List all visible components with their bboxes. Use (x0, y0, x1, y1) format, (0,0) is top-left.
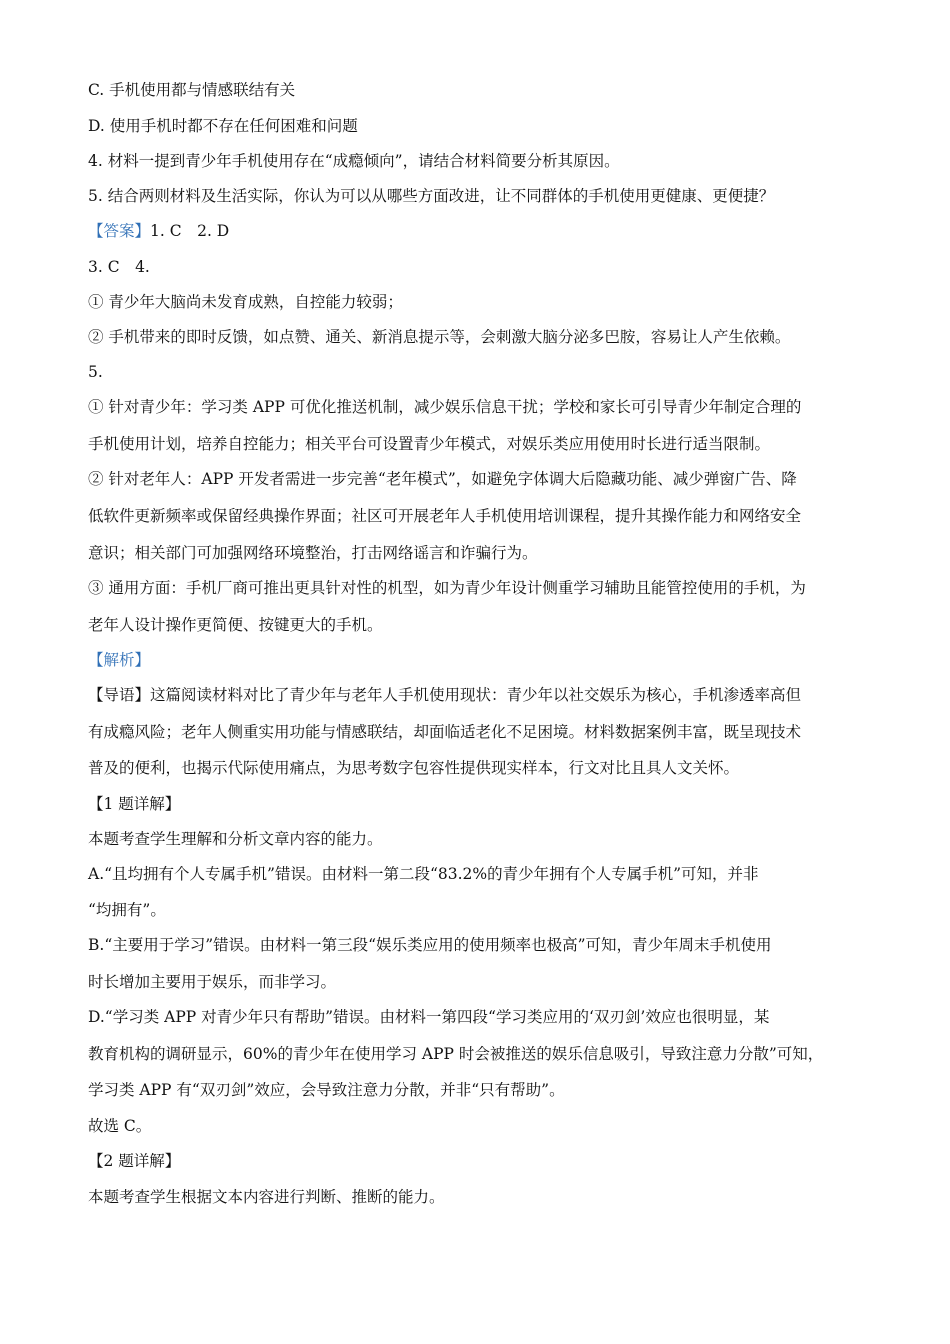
q1-option-b-line-2: 时长增加主要用于娱乐，而非学习。 (88, 973, 337, 991)
answer-line-1 (88, 221, 870, 241)
answer-5-point-1-line-1: ① 针对青少年：学习类 APP 可优化推送机制，减少娱乐信息干扰；学校和家长可引导青少年制定合理的 (88, 398, 802, 416)
answer-5-point-3-line-2: 老年人设计操作更简便、按键更大的手机。 (88, 616, 383, 634)
answer-5-point-2-line-2: 低软件更新频率或保留经典操作界面；社区可开展老年人手机使用培训课程，提升其操作能力和网络安全 (88, 507, 802, 525)
answer-values-1: 1. C 2. D (150, 222, 230, 240)
answer-5-point-3-line-1: ③ 通用方面：手机厂商可推出更具针对性的机型，如为青少年设计侧重学习辅助且能管控使用的手机，为 (88, 579, 806, 597)
q1-option-a-line-1: A.“且均拥有个人专属手机”错误。由材料一第二段“83.2%的青少年拥有个人专属手机”可知，并非 (88, 865, 759, 883)
answer-5-number: 5. (88, 363, 103, 381)
q1-option-a-line-2: “均拥有”。 (88, 901, 166, 919)
answer-4-point-1: ① 青少年大脑尚未发育成熟，自控能力较弱； (88, 293, 403, 311)
intro-line-3: 普及的便利，也揭示代际使用痛点，为思考数字包容性提供现实样本，行文对比且具人文关怀。 (88, 759, 740, 777)
intro-line-2: 有成瘾风险；老年人侧重实用功能与情感联结，却面临适老化不足困境。材料数据案例丰富，既呈现技术 (88, 723, 802, 741)
answer-tag: 【答案】 (88, 222, 151, 240)
option-d: D. 使用手机时都不存在任何困难和问题 (88, 117, 358, 135)
answer-line-2: 3. C 4. (88, 258, 150, 276)
question-5: 5. 结合两则材料及生活实际，你认为可以从哪些方面改进，让不同群体的手机使用更健康、更便捷？ (88, 187, 775, 205)
q1-conclusion: 故选 C。 (88, 1117, 152, 1135)
q2-heading: 【2 题详解】 (88, 1152, 181, 1170)
q2-intro: 本题考查学生根据文本内容进行判断、推断的能力。 (88, 1188, 445, 1206)
q1-option-d-line-1: D.“学习类 APP 对青少年只有帮助”错误。由材料一第四段“学习类应用的‘双刃剑’效应也很明显，某 (88, 1008, 770, 1026)
analysis-tag: 【解析】 (88, 651, 151, 669)
option-c: C. 手机使用都与情感联结有关 (88, 81, 296, 99)
q1-heading: 【1 题详解】 (88, 795, 181, 813)
q1-option-b-line-1: B.“主要用于学习”错误。由材料一第三段“娱乐类应用的使用频率也极高”可知，青少年周末手机使用 (88, 936, 772, 954)
q1-option-d-line-2: 教育机构的调研显示，60%的青少年在使用学习 APP 时会被推送的娱乐信息吸引，导致注意力分散”可知， (88, 1045, 824, 1063)
intro-line-1: 【导语】这篇阅读材料对比了青少年与老年人手机使用现状：青少年以社交娱乐为核心，手机渗透率高但 (88, 686, 802, 704)
answer-5-point-1-line-2: 手机使用计划，培养自控能力；相关平台可设置青少年模式，对娱乐类应用使用时长进行适当限制。 (88, 435, 771, 453)
q1-option-d-line-3: 学习类 APP 有“双刃剑”效应，会导致注意力分散，并非“只有帮助”。 (88, 1081, 565, 1099)
question-4: 4. 材料一提到青少年手机使用存在“成瘾倾向”，请结合材料简要分析其原因。 (88, 152, 620, 170)
answer-5-point-2-line-3: 意识；相关部门可加强网络环境整治，打击网络谣言和诈骗行为。 (88, 544, 538, 562)
answer-5-point-2-line-1: ② 针对老年人：APP 开发者需进一步完善“老年模式”，如避免字体调大后隐藏功能、减少弹窗广告、降 (88, 470, 797, 488)
answer-4-point-2: ② 手机带来的即时反馈，如点赞、通关、新消息提示等，会刺激大脑分泌多巴胺，容易让人产生依赖。 (88, 328, 791, 346)
q1-intro: 本题考查学生理解和分析文章内容的能力。 (88, 830, 383, 848)
